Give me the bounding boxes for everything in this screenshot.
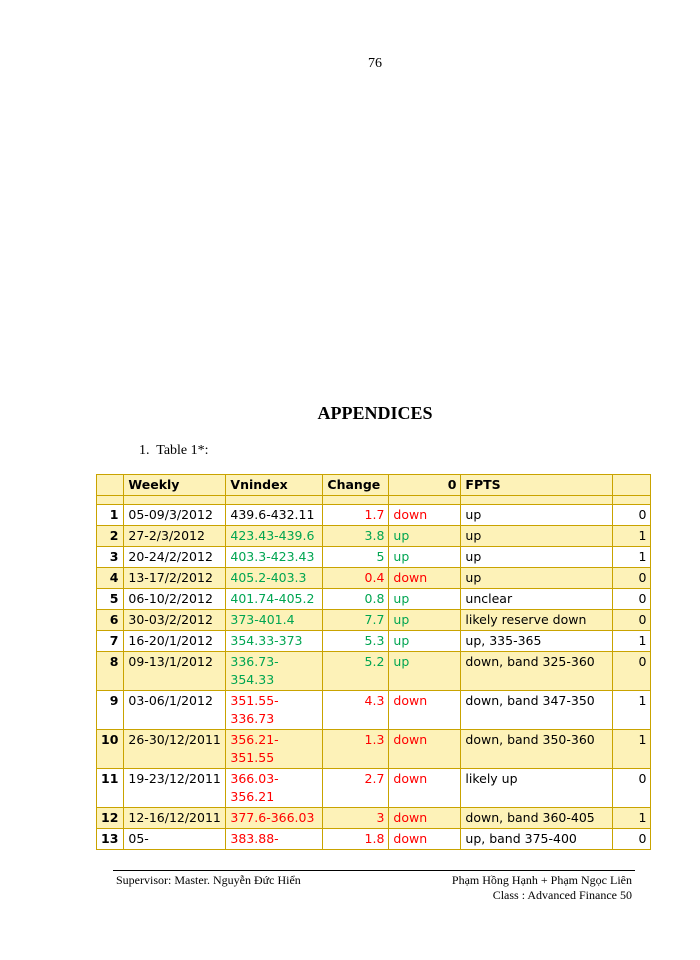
table-row — [97, 547, 651, 568]
fpts-cell: down, band 350-360 — [461, 730, 613, 769]
table-row — [97, 568, 651, 589]
flag-cell: 1 — [613, 730, 651, 769]
direction-cell: down — [389, 829, 461, 850]
fpts-cell: up, band 375-400 — [461, 829, 613, 850]
flag-cell: 0 — [613, 769, 651, 808]
table-row — [97, 652, 651, 691]
header-cell-no — [97, 475, 124, 496]
direction-cell: up — [389, 526, 461, 547]
change-cell: 1.3 — [323, 730, 389, 769]
flag-cell: 0 — [613, 610, 651, 631]
change-cell: 2.7 — [323, 769, 389, 808]
fpts-cell: likely reserve down — [461, 610, 613, 631]
direction-cell: down — [389, 730, 461, 769]
change-cell: 4.3 — [323, 691, 389, 730]
header-cell-weekly: Weekly — [124, 475, 226, 496]
flag-cell: 0 — [613, 829, 651, 850]
row-number-cell: 6 — [97, 610, 124, 631]
row-number-cell: 8 — [97, 652, 124, 691]
table-row — [97, 505, 651, 526]
weekly-cell: 05-09/3/2012 — [124, 505, 226, 526]
vnindex-cell: 423.43-439.6 — [226, 526, 323, 547]
direction-cell: down — [389, 691, 461, 730]
vnindex-cell: 403.3-423.43 — [226, 547, 323, 568]
footer-authors: Phạm Hồng Hạnh + Phạm Ngọc Liên — [451, 873, 632, 887]
direction-cell: up — [389, 547, 461, 568]
fpts-cell: down, band 360-405 — [461, 808, 613, 829]
vnindex-cell: 373-401.4 — [226, 610, 323, 631]
change-cell: 3 — [323, 808, 389, 829]
change-cell: 1.8 — [323, 829, 389, 850]
page-number: 76 — [368, 56, 382, 71]
table-row — [97, 589, 651, 610]
flag-cell: 1 — [613, 547, 651, 568]
weekly-cell: 26-30/12/2011 — [124, 730, 226, 769]
appendix-table-1 — [96, 474, 651, 850]
table-row — [97, 769, 651, 808]
fpts-cell: up — [461, 547, 613, 568]
flag-cell: 1 — [613, 631, 651, 652]
table-row — [97, 631, 651, 652]
fpts-cell: up — [461, 505, 613, 526]
flag-cell: 0 — [613, 568, 651, 589]
list-item-number: 1. — [139, 443, 150, 458]
vnindex-cell: 383.88- — [226, 829, 323, 850]
row-number-cell: 10 — [97, 730, 124, 769]
row-number-cell: 9 — [97, 691, 124, 730]
fpts-cell: down, band 325-360 — [461, 652, 613, 691]
row-number-cell: 1 — [97, 505, 124, 526]
weekly-cell: 20-24/2/2012 — [124, 547, 226, 568]
change-cell: 5.2 — [323, 652, 389, 691]
table-row — [97, 691, 651, 730]
table-spacer-row — [97, 496, 651, 505]
fpts-cell: unclear — [461, 589, 613, 610]
fpts-cell: up — [461, 568, 613, 589]
footer-class: Class : Advanced Finance 50 — [492, 888, 632, 902]
direction-cell: up — [389, 610, 461, 631]
change-cell: 1.7 — [323, 505, 389, 526]
direction-cell: down — [389, 769, 461, 808]
weekly-cell: 19-23/12/2011 — [124, 769, 226, 808]
flag-cell: 1 — [613, 691, 651, 730]
direction-cell: up — [389, 589, 461, 610]
footer-supervisor: Supervisor: Master. Nguyễn Đức Hiển — [116, 873, 301, 887]
appendices-heading: APPENDICES — [317, 403, 433, 423]
row-number-cell: 11 — [97, 769, 124, 808]
table-row — [97, 808, 651, 829]
change-cell: 3.8 — [323, 526, 389, 547]
row-number-cell: 3 — [97, 547, 124, 568]
vnindex-cell: 356.21-351.55 — [226, 730, 323, 769]
row-number-cell: 7 — [97, 631, 124, 652]
table-header-row — [97, 475, 651, 496]
weekly-cell: 30-03/2/2012 — [124, 610, 226, 631]
list-item-text: Table 1*: — [156, 443, 209, 458]
vnindex-cell: 351.55-336.73 — [226, 691, 323, 730]
table-row — [97, 610, 651, 631]
footer-authors-block — [452, 873, 632, 903]
flag-cell: 1 — [613, 808, 651, 829]
row-number-cell: 12 — [97, 808, 124, 829]
direction-cell: down — [389, 808, 461, 829]
fpts-cell: likely up — [461, 769, 613, 808]
change-cell: 0.8 — [323, 589, 389, 610]
change-cell: 7.7 — [323, 610, 389, 631]
table-row — [97, 526, 651, 547]
vnindex-cell: 405.2-403.3 — [226, 568, 323, 589]
fpts-cell: down, band 347-350 — [461, 691, 613, 730]
weekly-cell: 03-06/1/2012 — [124, 691, 226, 730]
vnindex-cell: 439.6-432.11 — [226, 505, 323, 526]
weekly-cell: 05- — [124, 829, 226, 850]
flag-cell: 0 — [613, 652, 651, 691]
row-number-cell: 2 — [97, 526, 124, 547]
vnindex-cell: 377.6-366.03 — [226, 808, 323, 829]
direction-cell: up — [389, 631, 461, 652]
header-cell-fpts: FPTS — [461, 475, 613, 496]
direction-cell: down — [389, 505, 461, 526]
weekly-cell: 13-17/2/2012 — [124, 568, 226, 589]
flag-cell: 1 — [613, 526, 651, 547]
row-number-cell: 13 — [97, 829, 124, 850]
row-number-cell: 5 — [97, 589, 124, 610]
flag-cell: 0 — [613, 505, 651, 526]
header-cell-change: Change — [323, 475, 389, 496]
vnindex-cell: 366.03-356.21 — [226, 769, 323, 808]
direction-cell: up — [389, 652, 461, 691]
list-item-table-1 — [139, 443, 209, 459]
header-cell-vnindex: Vnindex — [226, 475, 323, 496]
footer-divider — [113, 870, 635, 871]
vnindex-cell: 336.73-354.33 — [226, 652, 323, 691]
fpts-cell: up, 335-365 — [461, 631, 613, 652]
weekly-cell: 09-13/1/2012 — [124, 652, 226, 691]
direction-cell: down — [389, 568, 461, 589]
change-cell: 5.3 — [323, 631, 389, 652]
weekly-cell: 16-20/1/2012 — [124, 631, 226, 652]
header-cell-zero: 0 — [389, 475, 461, 496]
weekly-cell: 12-16/12/2011 — [124, 808, 226, 829]
change-cell: 0.4 — [323, 568, 389, 589]
vnindex-cell: 354.33-373 — [226, 631, 323, 652]
row-number-cell: 4 — [97, 568, 124, 589]
table-row — [97, 730, 651, 769]
change-cell: 5 — [323, 547, 389, 568]
weekly-cell: 06-10/2/2012 — [124, 589, 226, 610]
vnindex-cell: 401.74-405.2 — [226, 589, 323, 610]
fpts-cell: up — [461, 526, 613, 547]
flag-cell: 0 — [613, 589, 651, 610]
header-cell-flag — [613, 475, 651, 496]
table-row — [97, 829, 651, 850]
weekly-cell: 27-2/3/2012 — [124, 526, 226, 547]
